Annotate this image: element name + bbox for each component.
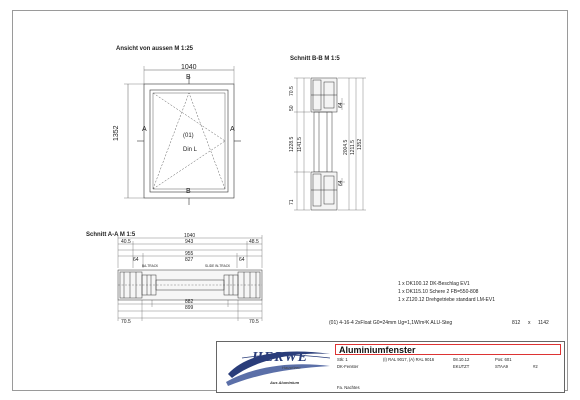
opening-lines xyxy=(153,93,225,189)
aa-dim-1: 1040 xyxy=(184,233,196,239)
bb-dim-2: 50 xyxy=(289,105,295,111)
accessory-2: 1 x DK115.10 Schere 2 FB=550-808 xyxy=(398,289,479,295)
drawing-date: 08.10.12 xyxy=(453,357,470,362)
glazing-x: x xyxy=(528,320,531,326)
bb-dim-4: 1141.5 xyxy=(297,137,303,152)
front-view-title: Ansicht von aussen M 1:25 xyxy=(116,46,194,52)
drawing-title: Aluminiumfenster xyxy=(335,344,561,355)
height-dimension: 1352 xyxy=(113,125,120,141)
section-label-b-bottom: B xyxy=(186,188,191,195)
quantity: Stk: 1 xyxy=(337,357,348,362)
aa-dim-9: 70.5 xyxy=(121,319,131,325)
inner-frame xyxy=(150,90,228,192)
outer-frame xyxy=(144,84,234,198)
aa-dim-11: 899 xyxy=(185,305,194,311)
title-block xyxy=(216,341,565,393)
aa-dim-12: 70.5 xyxy=(249,319,259,325)
section-label-a-right: A xyxy=(230,126,235,133)
aa-dim-5: 955 xyxy=(185,251,194,257)
logo-subtitle: Haustüren xyxy=(282,365,301,370)
sash-number: (01) xyxy=(183,133,194,139)
glazing-width: 812 xyxy=(512,320,521,326)
aa-dim-8: 64 xyxy=(239,257,245,263)
width-dimension: 1040 xyxy=(181,64,197,71)
company-name: Fa. Nachtes xyxy=(337,385,360,390)
ral-colors: (I) RAL 9017, (A) RAL 9016 xyxy=(383,357,435,362)
position: Pos: 601 xyxy=(495,357,512,362)
section-aa-title: Schnitt A-A M 1:5 xyxy=(86,232,136,238)
glazing-spec: (01) 4-16-4 2xFloat G0=24mm Ug=1,1W/m²K ALU-Steg xyxy=(329,320,453,326)
aa-dim-10: 882 xyxy=(185,299,194,305)
window-type: DK-Fenster xyxy=(337,364,359,369)
bb-dim-1: 70.5 xyxy=(289,86,295,96)
bb-dim-10: 1352 xyxy=(357,138,363,150)
bb-dim-3: 1228.5 xyxy=(289,136,295,152)
drawing-user: EKUTZT xyxy=(453,364,470,369)
bb-dim-9: 1211.5 xyxy=(350,140,356,155)
section-bb-title: Schnitt B-B M 1:5 xyxy=(290,56,340,62)
aa-dim-4: 48.5 xyxy=(249,239,259,245)
bb-dim-5: 71 xyxy=(289,199,295,205)
page-number: #2 xyxy=(533,364,538,369)
accessory-1: 1 x DK100.12 DK-Beschlag EV1 xyxy=(398,281,470,287)
glazing-height: 1142 xyxy=(538,320,549,326)
section-label-b-top: B xyxy=(186,74,191,81)
bb-dim-8: 2004.5 xyxy=(343,139,349,155)
aa-dim-2: 40.5 xyxy=(121,239,131,245)
logo-tagline: Aus Aluminium xyxy=(270,380,300,385)
aa-dim-6: 64 xyxy=(133,257,139,263)
bb-dim-6: 64 xyxy=(338,102,344,108)
order-code: STAA9 xyxy=(495,364,508,369)
aa-note-right: SLIDE IN-TRACK xyxy=(205,264,231,268)
opening-direction: Din L xyxy=(183,147,198,153)
herwe-logo xyxy=(218,344,335,389)
sash xyxy=(153,93,225,189)
logo-text: HERWE xyxy=(252,350,309,365)
aa-dim-7: 827 xyxy=(185,257,194,263)
accessory-3: 1 x Z120.12 Drehgetriebe standard LM-EV1 xyxy=(398,297,495,303)
aa-dim-3: 943 xyxy=(185,239,194,245)
bb-dim-7: 64 xyxy=(338,180,344,186)
section-label-a-left: A xyxy=(142,126,147,133)
aa-note-left: BA-TRACK xyxy=(142,264,159,268)
